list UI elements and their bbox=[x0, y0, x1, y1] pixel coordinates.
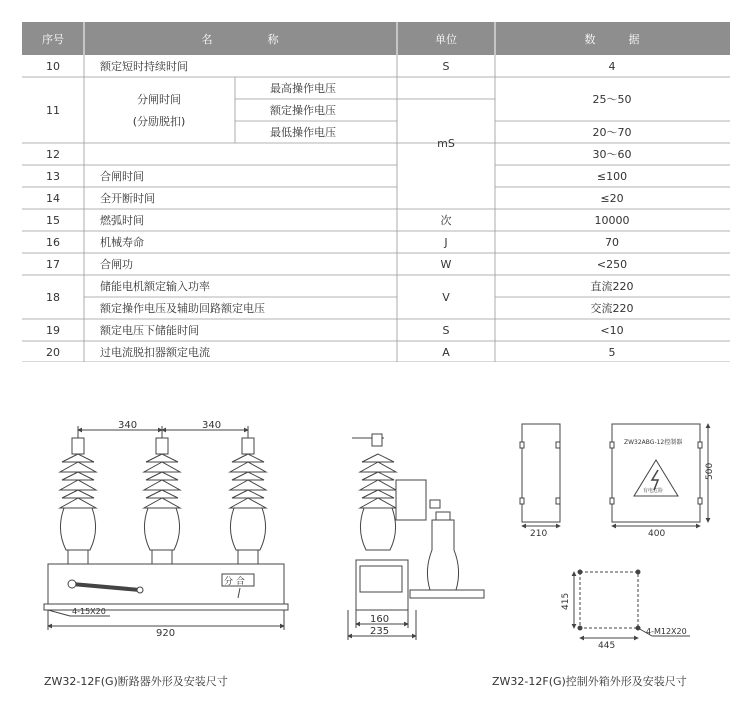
row11-name-2: (分励脱扣) bbox=[132, 115, 186, 128]
insulator-pole-2 bbox=[144, 438, 180, 564]
row18-no: 18 bbox=[46, 291, 60, 304]
row13-data: ≤100 bbox=[596, 170, 628, 183]
row18-name-1: 储能电机额定输入功率 bbox=[100, 280, 210, 293]
row16-name: 机械寿命 bbox=[100, 236, 144, 249]
row15-name: 燃弧时间 bbox=[100, 214, 144, 227]
row20-name: 过电流脱扣器额定电流 bbox=[100, 346, 210, 359]
row13-no: 13 bbox=[46, 170, 60, 183]
dim-pole-2: 340 bbox=[202, 420, 222, 431]
row19-name: 额定电压下储能时间 bbox=[100, 324, 199, 337]
breaker-side-view bbox=[348, 434, 484, 640]
row18-data-b: 交流220 bbox=[590, 302, 634, 315]
breaker-front-view bbox=[44, 426, 288, 630]
row11-name-1: 分闸时间 bbox=[137, 93, 181, 106]
header-data: 数 据 bbox=[584, 33, 640, 46]
row17-data: <250 bbox=[596, 258, 628, 271]
row12-no: 12 bbox=[46, 148, 60, 161]
warning-text: 有电危险 bbox=[643, 488, 664, 494]
row13-name: 合闸时间 bbox=[100, 170, 144, 183]
row17-unit: W bbox=[440, 258, 452, 271]
row16-unit: J bbox=[444, 236, 448, 249]
row18-unit: V bbox=[442, 291, 450, 304]
technical-drawings bbox=[0, 400, 750, 710]
row11-data-a: 25～50 bbox=[592, 93, 632, 106]
row11-sub-2: 额定操作电压 bbox=[270, 104, 336, 117]
row14-no: 14 bbox=[46, 192, 60, 205]
row20-no: 20 bbox=[46, 346, 60, 359]
row18-data-a: 直流220 bbox=[590, 280, 634, 293]
hole-dim-h: 415 bbox=[561, 592, 571, 610]
breaker-caption: ZW32-12F(G)断路器外形及安装尺寸 bbox=[44, 675, 228, 688]
row17-name: 合闸功 bbox=[100, 258, 133, 271]
row17-no: 17 bbox=[46, 258, 60, 271]
row15-unit: 次 bbox=[440, 214, 452, 227]
header-unit: 单位 bbox=[435, 33, 457, 46]
row11-no: 11 bbox=[46, 104, 60, 117]
insulator-pole-3 bbox=[230, 438, 266, 564]
row20-unit: A bbox=[442, 346, 450, 359]
row14-name: 全开断时间 bbox=[100, 192, 155, 205]
box-front-width: 400 bbox=[648, 529, 666, 539]
drawings-area bbox=[0, 400, 750, 710]
row10-unit: S bbox=[442, 60, 450, 73]
box-side-depth: 210 bbox=[530, 529, 548, 539]
row18-name-2: 额定操作电压及辅助回路额定电压 bbox=[100, 302, 265, 315]
box-side-view bbox=[520, 424, 560, 526]
insulator-pole-1 bbox=[60, 438, 96, 564]
row20-data: 5 bbox=[608, 346, 616, 359]
header-no: 序号 bbox=[42, 33, 64, 46]
row11-data-b: 20～70 bbox=[592, 126, 632, 139]
row15-data: 10000 bbox=[594, 214, 630, 227]
row10-data: 4 bbox=[608, 60, 616, 73]
side-dim-2: 235 bbox=[370, 626, 390, 637]
header-name: 名 称 bbox=[201, 33, 279, 46]
hole-dim-w: 445 bbox=[598, 641, 616, 651]
row15-no: 15 bbox=[46, 214, 60, 227]
row14-data: ≤20 bbox=[600, 192, 624, 205]
dim-width: 920 bbox=[156, 628, 176, 639]
dim-pole-1: 340 bbox=[118, 420, 138, 431]
row10-no: 10 bbox=[46, 60, 60, 73]
spec-table bbox=[22, 22, 730, 362]
box-front-height: 500 bbox=[705, 462, 715, 480]
row19-unit: S bbox=[442, 324, 450, 337]
row10-name: 额定短时持续时间 bbox=[100, 60, 188, 73]
panel-label: 分 合 bbox=[224, 577, 245, 587]
ms-unit: mS bbox=[437, 137, 455, 150]
row19-data: <10 bbox=[600, 324, 624, 337]
hole-label: 4-15X20 bbox=[72, 607, 106, 616]
row16-no: 16 bbox=[46, 236, 60, 249]
box-hole-label: 4-M12X20 bbox=[646, 627, 687, 636]
spec-table-grid bbox=[22, 22, 730, 362]
side-dim-1: 160 bbox=[370, 614, 390, 625]
row11-sub-1: 最高操作电压 bbox=[270, 82, 336, 95]
row12-data: 30～60 bbox=[592, 148, 632, 161]
row11-sub-3: 最低操作电压 bbox=[270, 126, 336, 139]
row16-data: 70 bbox=[605, 236, 619, 249]
row19-no: 19 bbox=[46, 324, 60, 337]
box-front-title: ZW32ABG-12控制器 bbox=[624, 439, 683, 446]
box-caption: ZW32-12F(G)控制外箱外形及安装尺寸 bbox=[492, 675, 687, 688]
